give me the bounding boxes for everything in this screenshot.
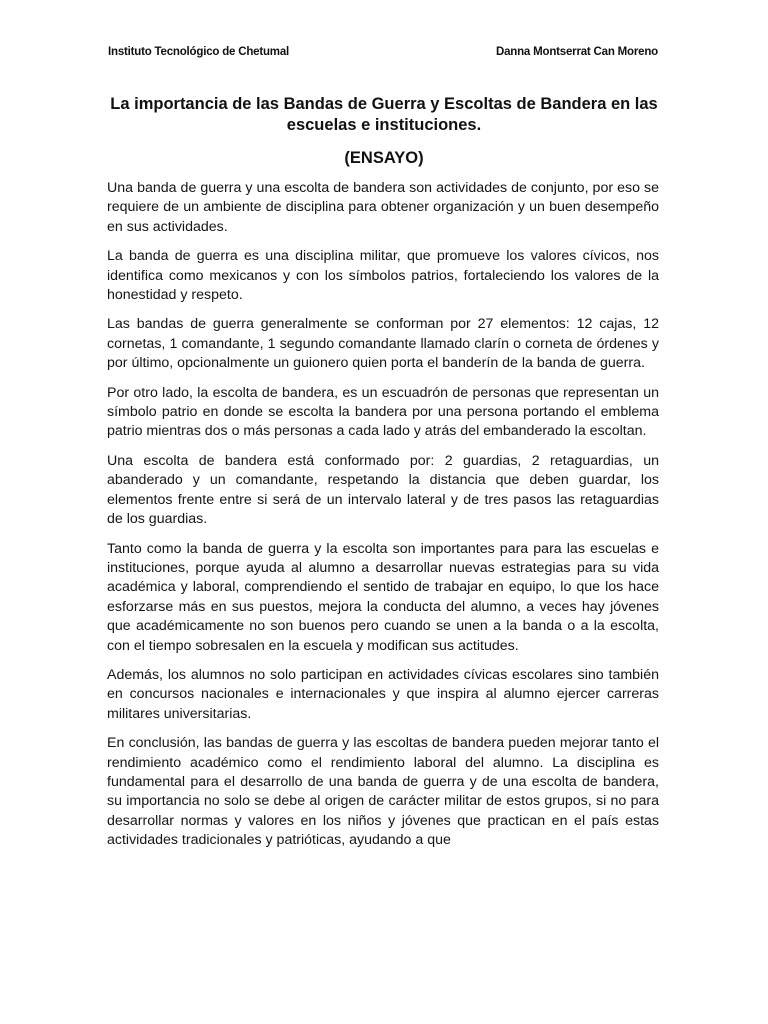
essay-subtitle: (ENSAYO) [344,149,424,167]
essay-body [107,179,659,861]
paragraph: En conclusión, las bandas de guerra y las escoltas de bandera pueden mejorar tanto el rendimiento académico como el rendimiento laboral del alumno. La disciplina es fundamental para el desarrollo de una banda de guerra y de una escolta de bandera, su importancia no solo se debe al origen de carácter militar de estos grupos, si no para desarrollar normas y valores en los niños y jóvenes que practican en el país estas actividades tradicionales y patrióticas, ayudando a que [107,735,659,849]
paragraph: Además, los alumnos no solo participan en actividades cívicas escolares sino también en concursos nacionales e internacionales y que inspira al alumno ejercer carreras militares universitarias. [107,666,659,722]
essay-title: La importancia de las Bandas de Guerra y Escoltas de Bandera en las escuelas e instituciones. [110,95,658,134]
header-author: Danna Montserrat Can Moreno [495,46,658,58]
page-header [108,46,658,58]
paragraph: Tanto como la banda de guerra y la escolta son importantes para para las escuelas e instituciones, porque ayuda al alumno a desarrollar nuevas estrategias para su vida académica y laboral, comprendiendo el sentido de trabajar en equipo, lo que los hace esforzarse más en sus puestos, mejora la conducta del alumno, a veces hay jóvenes que académicamente no son buenos pero cuando se unen a la banda o a la escolta, con el tiempo sobresalen en la escuela y modifican sus actitudes. [107,540,659,654]
header-institution: Instituto Tecnológico de Chetumal [108,46,290,58]
paragraph: Las bandas de guerra generalmente se conforman por 27 elementos: 12 cajas, 12 cornetas, 1 comandante, 1 segundo comandante llamado clarín o corneta de órdenes y por último, opcionalmente un guionero quien porta el banderín de la banda de guerra. [107,316,659,372]
paragraph: Una banda de guerra y una escolta de bandera son actividades de conjunto, por eso se requiere de un ambiente de disciplina para obtener organización y un buen desempeño en sus actividades. [107,180,659,235]
paragraph: Una escolta de bandera está conformado por: 2 guardias, 2 retaguardias, un abanderado y un comandante, respetando la distancia que deben guardar, los elementos frente entre si será de un intervalo lateral y de tres pasos las retaguardias de los guardias. [107,452,659,528]
paragraph: La banda de guerra es una disciplina militar, que promueve los valores cívicos, nos identifica como mexicanos y con los símbolos patrios, fortaleciendo los valores de la honestidad y respeto. [107,248,659,304]
paragraph: Por otro lado, la escolta de bandera, es un escuadrón de personas que representan un símbolo patrio en donde se escolta la bandera por una persona portando el emblema patrio mientras dos o más personas a cada lado y atrás del embanderado la escoltan. [107,384,659,440]
